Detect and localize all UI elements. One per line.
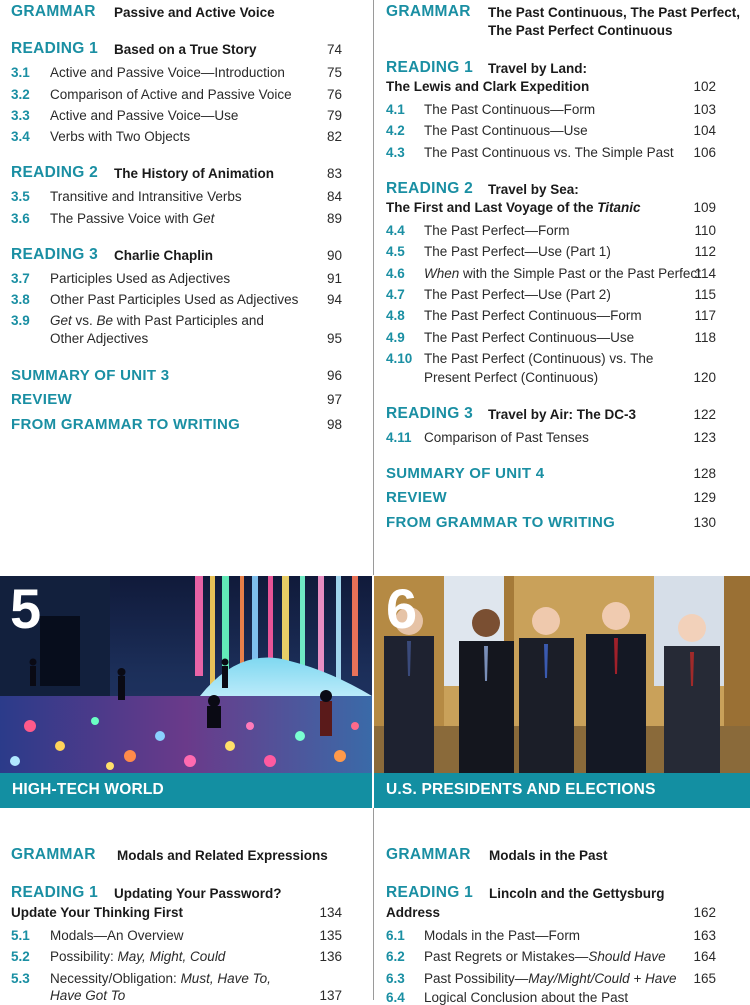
section-number: 3.3 — [11, 108, 30, 123]
page-number: 162 — [693, 905, 716, 920]
page-number: 134 — [319, 905, 342, 920]
section-title[interactable]: Comparison of Active and Passive Voice — [50, 87, 292, 102]
page-number: 106 — [693, 145, 716, 160]
section-title[interactable]: Participles Used as Adjectives — [50, 271, 231, 286]
reading-label: READING 3 — [11, 246, 99, 263]
summary-link[interactable]: SUMMARY OF UNIT 4 — [386, 465, 545, 482]
page-number: 103 — [693, 102, 716, 117]
page-number: 163 — [693, 928, 716, 943]
section-title[interactable]: The Past Perfect—Form — [424, 223, 570, 238]
section-title[interactable]: The Past Perfect Continuous—Use — [424, 330, 635, 345]
grammar-title: Modals in the Past — [489, 848, 608, 863]
section-title[interactable]: Possibility: May, Might, Could — [50, 949, 226, 964]
section-title[interactable]: Logical Conclusion about the Past — [424, 990, 629, 1005]
page-number: 130 — [693, 515, 716, 530]
grammar-title: Passive and Active Voice — [114, 5, 275, 20]
page-number: 120 — [693, 370, 716, 385]
section-title[interactable]: Modals—An Overview — [50, 928, 184, 943]
section-title[interactable]: When with the Simple Past or the Past Perfect — [424, 266, 701, 281]
page-number: 82 — [326, 129, 342, 144]
grammar-label: GRAMMAR — [386, 3, 471, 20]
section-title-line2[interactable]: Other Adjectives — [50, 331, 149, 346]
section-title-line2[interactable]: Present Perfect (Continuous) — [424, 370, 599, 385]
page-number: 128 — [693, 466, 716, 481]
section-title[interactable]: The Past Continuous—Use — [424, 123, 588, 138]
reading-label: READING 2 — [11, 164, 99, 181]
section-number: 4.2 — [386, 123, 405, 138]
review-link[interactable]: REVIEW — [11, 391, 72, 408]
section-number: 3.6 — [11, 211, 30, 226]
unit-number: 5 — [10, 577, 42, 640]
page-number: 114 — [694, 266, 716, 281]
reading-title-line2[interactable]: The Lewis and Clark Expedition — [386, 79, 590, 94]
section-title[interactable]: Active and Passive Voice—Introduction — [50, 65, 285, 80]
page-number: 110 — [694, 223, 716, 238]
page-number: 79 — [326, 108, 342, 123]
section-title[interactable]: Past Possibility—May/Might/Could + Have — [424, 971, 677, 986]
page-number: 74 — [326, 42, 342, 57]
reading-title[interactable]: Lincoln and the Gettysburg — [489, 886, 665, 901]
page-number: 123 — [693, 430, 716, 445]
section-title[interactable]: The Past Perfect (Continuous) vs. The — [424, 351, 654, 366]
reading-title-line2[interactable]: Update Your Thinking First — [11, 905, 184, 920]
unit-title[interactable]: HIGH-TECH WORLD — [12, 781, 164, 798]
page-number: 83 — [326, 166, 342, 181]
section-number: 4.11 — [386, 430, 412, 445]
section-title[interactable]: Modals in the Past—Form — [424, 928, 581, 943]
section-title[interactable]: The Past Continuous—Form — [424, 102, 596, 117]
unit-number: 6 — [386, 577, 418, 640]
unit-5-photo — [0, 576, 372, 773]
reading-label: READING 1 — [11, 884, 99, 901]
section-number: 6.3 — [386, 971, 405, 986]
page-number: 122 — [693, 407, 716, 422]
page-number: 96 — [326, 368, 342, 383]
grammar-title: Modals and Related Expressions — [117, 848, 328, 863]
page-number: 94 — [326, 292, 342, 307]
section-title[interactable]: Verbs with Two Objects — [50, 129, 191, 144]
section-title[interactable]: The Past Perfect—Use (Part 2) — [424, 287, 611, 302]
reading-title[interactable]: Travel by Sea: — [488, 182, 579, 197]
page-number: 115 — [694, 287, 716, 302]
section-number: 3.1 — [11, 65, 30, 80]
section-number: 3.4 — [11, 129, 30, 144]
section-title[interactable]: Transitive and Intransitive Verbs — [50, 189, 242, 204]
section-number: 4.10 — [386, 351, 413, 366]
page-number: 164 — [693, 949, 716, 964]
section-number: 4.1 — [386, 102, 405, 117]
section-number: 5.1 — [11, 928, 30, 943]
column-divider-bottom — [373, 808, 374, 1000]
column-divider-top — [373, 0, 374, 575]
page-number: 109 — [693, 200, 716, 215]
reading-title-line2[interactable]: The First and Last Voyage of the Titanic — [386, 200, 641, 215]
page-number: 76 — [326, 87, 342, 102]
grammar-to-writing-link[interactable]: FROM GRAMMAR TO WRITING — [386, 514, 616, 531]
reading-label: READING 1 — [11, 40, 99, 57]
section-title[interactable]: Necessity/Obligation: Must, Have To, — [50, 971, 271, 986]
page-number: 117 — [694, 308, 716, 323]
section-number: 6.4 — [386, 990, 405, 1005]
summary-link[interactable]: SUMMARY OF UNIT 3 — [11, 367, 170, 384]
grammar-label: GRAMMAR — [11, 846, 96, 863]
section-number: 4.8 — [386, 308, 405, 323]
page-number: 136 — [319, 949, 342, 964]
grammar-title: The Past Continuous, The Past Perfect, — [488, 5, 741, 20]
page-number: 165 — [693, 971, 716, 986]
section-number: 3.2 — [11, 87, 30, 102]
section-number: 3.5 — [11, 189, 30, 204]
page-number: 89 — [326, 211, 342, 226]
section-title[interactable]: Comparison of Past Tenses — [424, 430, 589, 445]
section-number: 5.2 — [11, 949, 30, 964]
section-title[interactable]: The Passive Voice with Get — [50, 211, 215, 226]
review-link[interactable]: REVIEW — [386, 489, 447, 506]
section-title-line2[interactable]: Have Got To — [50, 988, 126, 1003]
reading-title[interactable]: Updating Your Password? — [114, 886, 282, 901]
page-number: 90 — [326, 248, 342, 263]
page-number: 118 — [694, 330, 716, 345]
grammar-to-writing-link[interactable]: FROM GRAMMAR TO WRITING — [11, 416, 241, 433]
page-number: 84 — [326, 189, 342, 204]
page-number: 135 — [319, 928, 342, 943]
page-number: 104 — [693, 123, 716, 138]
page-number: 91 — [326, 271, 342, 286]
section-number: 6.2 — [386, 949, 405, 964]
section-number: 4.4 — [386, 223, 405, 238]
presidents-group-image — [374, 576, 750, 773]
page-number: 137 — [319, 988, 342, 1003]
reading-label: READING 3 — [386, 405, 474, 422]
page-number: 112 — [694, 244, 716, 259]
section-number: 4.7 — [386, 287, 405, 302]
section-number: 4.6 — [386, 266, 405, 281]
section-title[interactable]: The Past Perfect—Use (Part 1) — [424, 244, 611, 259]
page-number: 102 — [693, 79, 716, 94]
page-number: 95 — [326, 331, 342, 346]
section-title[interactable]: The Past Perfect Continuous—Form — [424, 308, 642, 323]
grammar-title-line2: The Past Perfect Continuous — [488, 23, 673, 38]
unit-6-title-bar — [374, 773, 750, 808]
section-number: 3.7 — [11, 271, 30, 286]
section-title[interactable]: The Past Continuous vs. The Simple Past — [424, 145, 674, 160]
digital-art-installation-image — [0, 576, 372, 773]
page-number: 75 — [326, 65, 342, 80]
reading-title[interactable]: Travel by Air: The DC-3 — [488, 407, 637, 422]
grammar-label: GRAMMAR — [11, 3, 96, 20]
page-number: 98 — [326, 417, 342, 432]
reading-label: READING 2 — [386, 180, 474, 197]
section-title[interactable]: Active and Passive Voice—Use — [50, 108, 239, 123]
unit-5-title-bar — [0, 773, 372, 808]
reading-title[interactable]: Charlie Chaplin — [114, 248, 214, 263]
grammar-label: GRAMMAR — [386, 846, 471, 863]
unit-6-photo — [374, 576, 750, 773]
page-number: 129 — [693, 490, 716, 505]
section-number: 6.1 — [386, 928, 405, 943]
reading-title-line2[interactable]: Address — [386, 905, 441, 920]
section-number: 3.9 — [11, 313, 30, 328]
reading-title[interactable]: Travel by Land: — [488, 61, 588, 76]
page-number: 97 — [326, 392, 342, 407]
section-title[interactable]: Other Past Participles Used as Adjectives — [50, 292, 299, 307]
section-number: 4.9 — [386, 330, 405, 345]
section-number: 5.3 — [11, 971, 30, 986]
section-number: 3.8 — [11, 292, 30, 307]
reading-label: READING 1 — [386, 884, 474, 901]
section-title[interactable]: Get vs. Be with Past Participles and — [50, 313, 264, 328]
reading-title[interactable]: Based on a True Story — [114, 42, 257, 57]
reading-label: READING 1 — [386, 59, 474, 76]
section-number: 4.5 — [386, 244, 405, 259]
reading-title[interactable]: The History of Animation — [114, 166, 275, 181]
section-title[interactable]: Past Regrets or Mistakes—Should Have — [424, 949, 666, 964]
section-number: 4.3 — [386, 145, 405, 160]
unit-title[interactable]: U.S. PRESIDENTS AND ELECTIONS — [386, 781, 656, 798]
